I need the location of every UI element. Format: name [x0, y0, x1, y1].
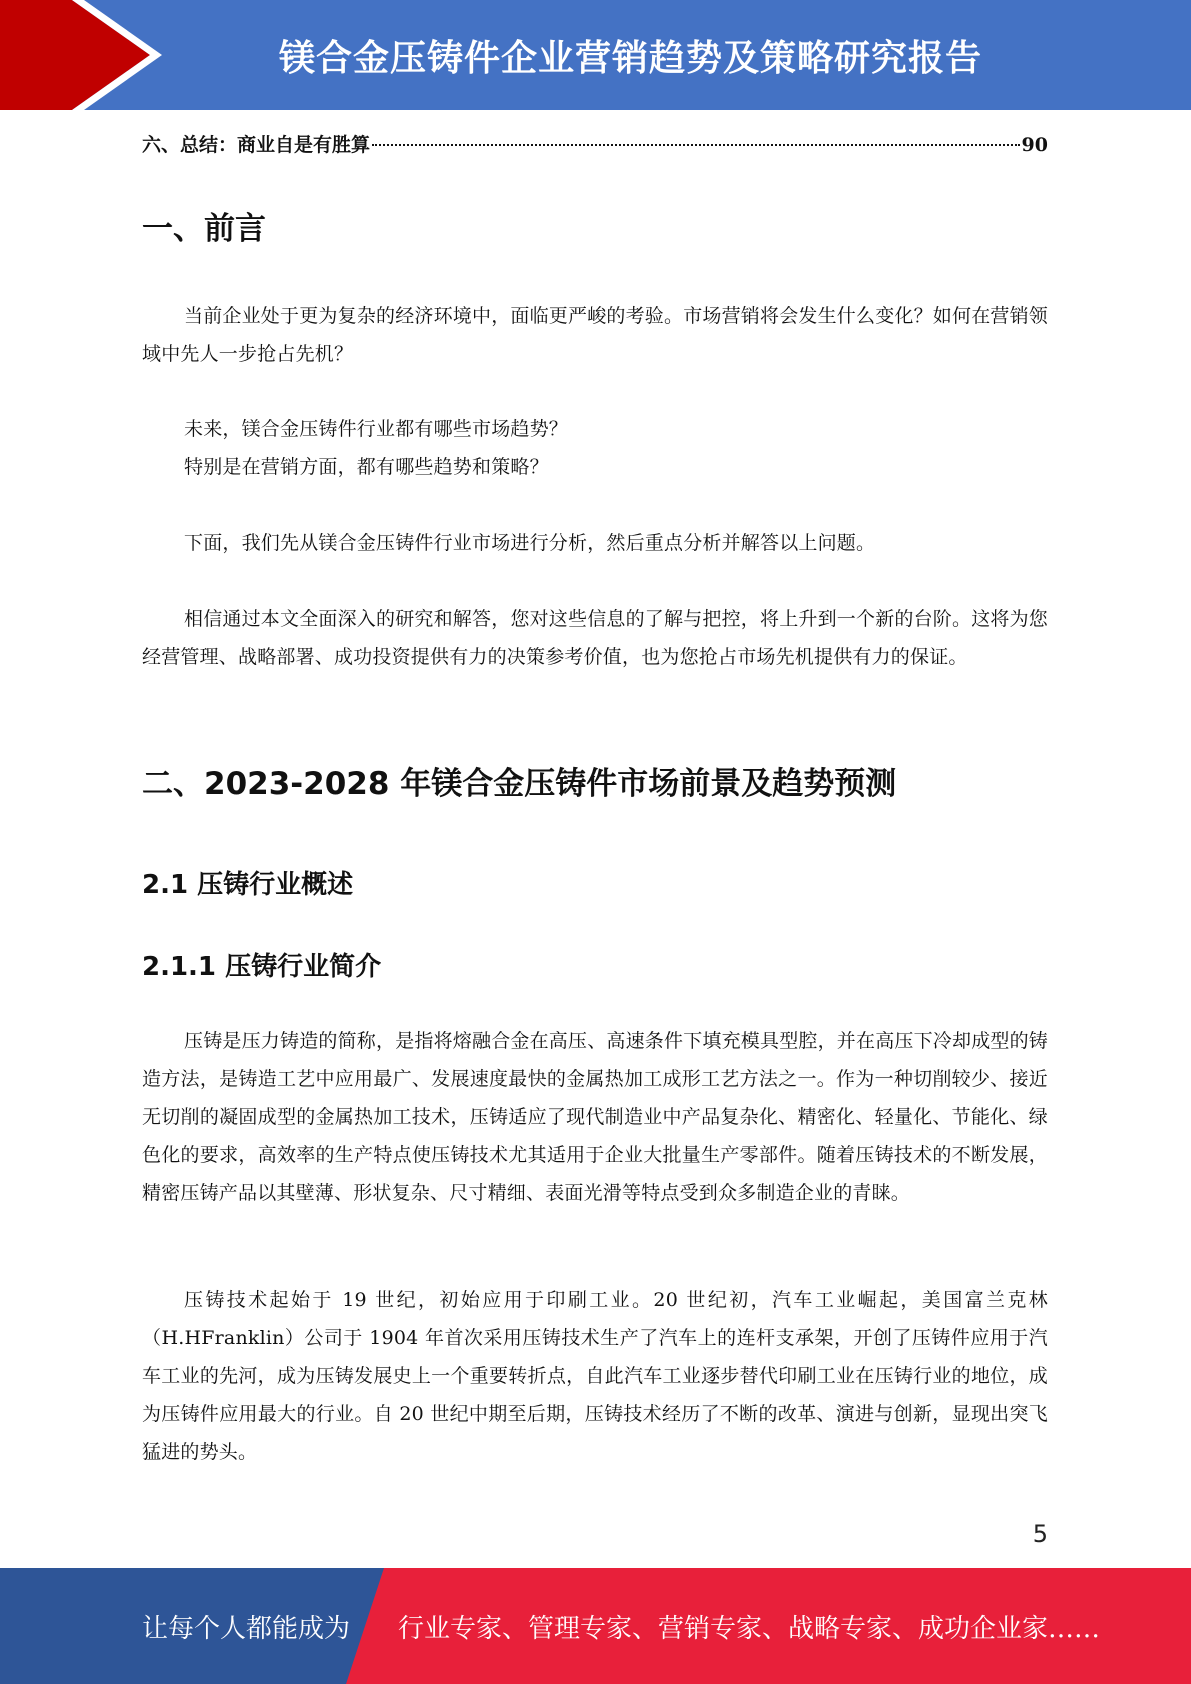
section-heading-market-outlook: 二、2023-2028 年镁合金压铸件市场前景及趋势预测 [142, 766, 897, 802]
report-title: 镁合金压铸件企业营销趋势及策略研究报告 [278, 37, 982, 79]
subsection-heading: 2.1.1 压铸行业简介 [142, 952, 382, 982]
report-footer-banner [0, 1568, 1191, 1684]
section-heading-preface: 一、前言 [142, 211, 266, 247]
toc-entry-label: 六、总结：商业自是有胜算 [142, 134, 371, 156]
paragraph: 当前企业处于更为复杂的经济环境中，面临更严峻的考验。市场营销将会发生什么变化？如何在营销领域中先人一步抢占先机？ [142, 305, 1049, 365]
paragraph: 相信通过本文全面深入的研究和解答，您对这些信息的了解与把控，将上升到一个新的台阶。这将为您经营管理、战略部署、成功投资提供有力的决策参考价值，也为您抢占市场先机提供有力的保证。 [142, 608, 1049, 668]
toc-leader-dots [372, 144, 1020, 146]
paragraph: 压铸技术起始于 19 世纪，初始应用于印刷工业。20 世纪初，汽车工业崛起，美国富兰克林（H.HFranklin）公司于 1904 年首次采用压铸技术生产了汽车上的连杆支承架，开创了压铸件应用于汽车工业的先河，成为压铸发展史上一个重要转折点，自此汽车工业逐步替代印刷工业在压铸行业的地位，成为压铸件应用最大的行业。自 20 世纪中期至后期，压铸技术经历了不断的改革、演进与创新，显现出突飞猛进的势头。 [142, 1289, 1048, 1463]
paragraph: 特别是在营销方面，都有哪些趋势和策略？ [184, 456, 549, 478]
page-number: 5 [1032, 1520, 1048, 1548]
footer-slogan-left: 让每个人都能成为 [142, 1613, 351, 1644]
subsection-heading: 2.1 压铸行业概述 [142, 870, 354, 900]
paragraph: 未来，镁合金压铸件行业都有哪些市场趋势？ [184, 418, 569, 440]
footer-slogan-right: 行业专家、管理专家、营销专家、战略专家、成功企业家…… [398, 1613, 1101, 1644]
toc-entry[interactable] [142, 130, 1048, 160]
paragraph: 压铸是压力铸造的简称，是指将熔融合金在高压、高速条件下填充模具型腔，并在高压下冷却成型的铸造方法，是铸造工艺中应用最广、发展速度最快的金属热加工成形工艺方法之一。作为一种切削较少、接近无切削的凝固成型的金属热加工技术，压铸适应了现代制造业中产品复杂化、精密化、轻量化、节能化、绿色化的要求，高效率的生产特点使压铸技术尤其适用于企业大批量生产零部件。随着压铸技术的不断发展，精密压铸产品以其壁薄、形状复杂、尺寸精细、表面光滑等特点受到众多制造企业的青睐。 [142, 1030, 1049, 1204]
report-header-banner [0, 0, 1191, 110]
toc-entry-page: 90 [1021, 134, 1048, 156]
paragraph: 下面，我们先从镁合金压铸件行业市场进行分析，然后重点分析并解答以上问题。 [184, 532, 876, 554]
